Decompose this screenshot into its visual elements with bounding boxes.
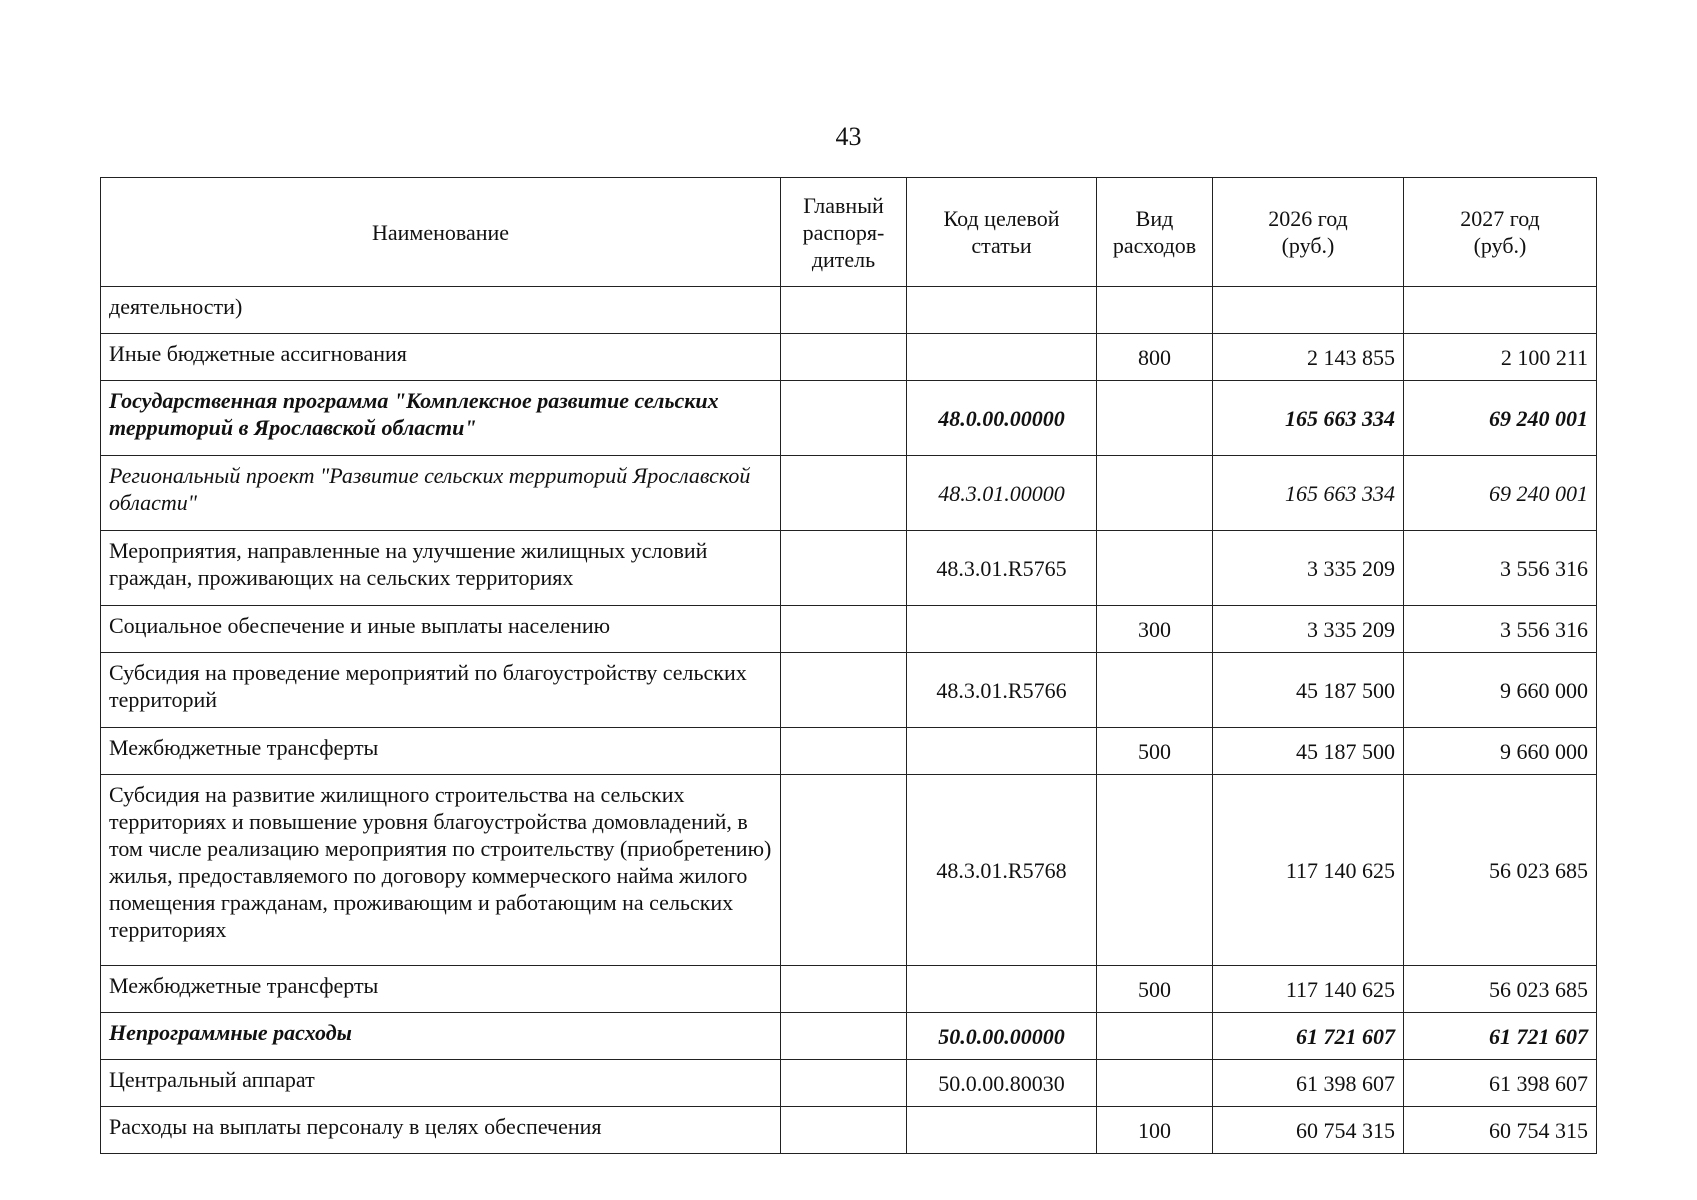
row-2027: 3 556 316 — [1404, 606, 1597, 653]
row-code — [907, 1107, 1097, 1154]
row-kind: 100 — [1097, 1107, 1213, 1154]
header-target-code: Код целевой статьи — [907, 178, 1097, 287]
row-kind — [1097, 531, 1213, 606]
row-code — [907, 606, 1097, 653]
table-row-program — [101, 381, 1597, 456]
table-row — [101, 334, 1597, 381]
table-row — [101, 1107, 1597, 1154]
row-chief — [781, 456, 907, 531]
row-chief — [781, 606, 907, 653]
row-name: Субсидия на развитие жилищного строительства на сельских территориях и повышение уровня благоустройства домовладений, в том числе реализацию мероприятия по строительству (приобретению) жилья, предоставляемого по договору коммерческого найма жилого помещения гражданам, проживающим и работающим на сельских территориях — [101, 775, 781, 966]
row-kind: 800 — [1097, 334, 1213, 381]
row-chief — [781, 1013, 907, 1060]
row-2026: 45 187 500 — [1213, 728, 1404, 775]
row-code: 48.3.01.00000 — [907, 456, 1097, 531]
row-2026: 61 721 607 — [1213, 1013, 1404, 1060]
row-2026: 3 335 209 — [1213, 531, 1404, 606]
row-2027: 2 100 211 — [1404, 334, 1597, 381]
row-name: Непрограммные расходы — [101, 1013, 781, 1060]
header-expense-kind: Вид расходов — [1097, 178, 1213, 287]
table-row — [101, 653, 1597, 728]
row-chief — [781, 1107, 907, 1154]
row-code: 50.0.00.00000 — [907, 1013, 1097, 1060]
row-code — [907, 287, 1097, 334]
table-row — [101, 606, 1597, 653]
row-2027: 9 660 000 — [1404, 653, 1597, 728]
page-number: 43 — [835, 122, 862, 151]
row-2026: 3 335 209 — [1213, 606, 1404, 653]
row-2026: 45 187 500 — [1213, 653, 1404, 728]
row-2027: 61 721 607 — [1404, 1013, 1597, 1060]
table-row-project — [101, 456, 1597, 531]
row-chief — [781, 287, 907, 334]
row-chief — [781, 334, 907, 381]
header-year-2027: 2027 год (руб.) — [1404, 178, 1597, 287]
row-2027: 56 023 685 — [1404, 966, 1597, 1013]
row-name: Иные бюджетные ассигнования — [101, 334, 781, 381]
row-name: Мероприятия, направленные на улучшение жилищных условий граждан, проживающих на сельских территориях — [101, 531, 781, 606]
row-chief — [781, 728, 907, 775]
header-name: Наименование — [101, 178, 781, 287]
row-name: Государственная программа "Комплексное развитие сельских территорий в Ярославской области" — [101, 381, 781, 456]
row-code — [907, 334, 1097, 381]
row-kind: 300 — [1097, 606, 1213, 653]
row-2026: 165 663 334 — [1213, 456, 1404, 531]
row-2027: 69 240 001 — [1404, 456, 1597, 531]
row-code — [907, 728, 1097, 775]
row-code: 48.0.00.00000 — [907, 381, 1097, 456]
row-kind: 500 — [1097, 728, 1213, 775]
row-2026: 60 754 315 — [1213, 1107, 1404, 1154]
row-2027: 3 556 316 — [1404, 531, 1597, 606]
row-chief — [781, 653, 907, 728]
table-row — [101, 531, 1597, 606]
table-row — [101, 1060, 1597, 1107]
row-name: Центральный аппарат — [101, 1060, 781, 1107]
row-kind — [1097, 456, 1213, 531]
row-2027: 56 023 685 — [1404, 775, 1597, 966]
row-name: Социальное обеспечение и иные выплаты населению — [101, 606, 781, 653]
row-2026: 117 140 625 — [1213, 966, 1404, 1013]
row-name: Межбюджетные трансферты — [101, 728, 781, 775]
header-chief-administrator: Главный распоря- дитель — [781, 178, 907, 287]
row-kind — [1097, 381, 1213, 456]
row-code: 48.3.01.R5768 — [907, 775, 1097, 966]
row-kind — [1097, 775, 1213, 966]
row-chief — [781, 381, 907, 456]
table-row — [101, 728, 1597, 775]
row-chief — [781, 1060, 907, 1107]
row-2027: 61 398 607 — [1404, 1060, 1597, 1107]
table-header-row — [101, 178, 1597, 287]
row-kind — [1097, 287, 1213, 334]
row-2026: 165 663 334 — [1213, 381, 1404, 456]
row-kind — [1097, 1013, 1213, 1060]
row-code: 48.3.01.R5766 — [907, 653, 1097, 728]
row-2026 — [1213, 287, 1404, 334]
row-name: Расходы на выплаты персоналу в целях обеспечения — [101, 1107, 781, 1154]
row-2027: 9 660 000 — [1404, 728, 1597, 775]
header-year-2026: 2026 год (руб.) — [1213, 178, 1404, 287]
row-chief — [781, 775, 907, 966]
table-row — [101, 966, 1597, 1013]
row-name: Региональный проект "Развитие сельских территорий Ярославской области" — [101, 456, 781, 531]
row-2027: 60 754 315 — [1404, 1107, 1597, 1154]
row-kind — [1097, 1060, 1213, 1107]
row-code: 50.0.00.80030 — [907, 1060, 1097, 1107]
table-row — [101, 775, 1597, 966]
table-row — [101, 287, 1597, 334]
row-2027 — [1404, 287, 1597, 334]
row-code: 48.3.01.R5765 — [907, 531, 1097, 606]
row-chief — [781, 531, 907, 606]
table-row-program — [101, 1013, 1597, 1060]
row-chief — [781, 966, 907, 1013]
row-code — [907, 966, 1097, 1013]
row-name: Межбюджетные трансферты — [101, 966, 781, 1013]
budget-table — [100, 177, 1597, 1154]
row-2027: 69 240 001 — [1404, 381, 1597, 456]
row-2026: 2 143 855 — [1213, 334, 1404, 381]
row-name: Субсидия на проведение мероприятий по благоустройству сельских территорий — [101, 653, 781, 728]
row-kind: 500 — [1097, 966, 1213, 1013]
row-2026: 61 398 607 — [1213, 1060, 1404, 1107]
row-name: деятельности) — [101, 287, 781, 334]
row-2026: 117 140 625 — [1213, 775, 1404, 966]
row-kind — [1097, 653, 1213, 728]
